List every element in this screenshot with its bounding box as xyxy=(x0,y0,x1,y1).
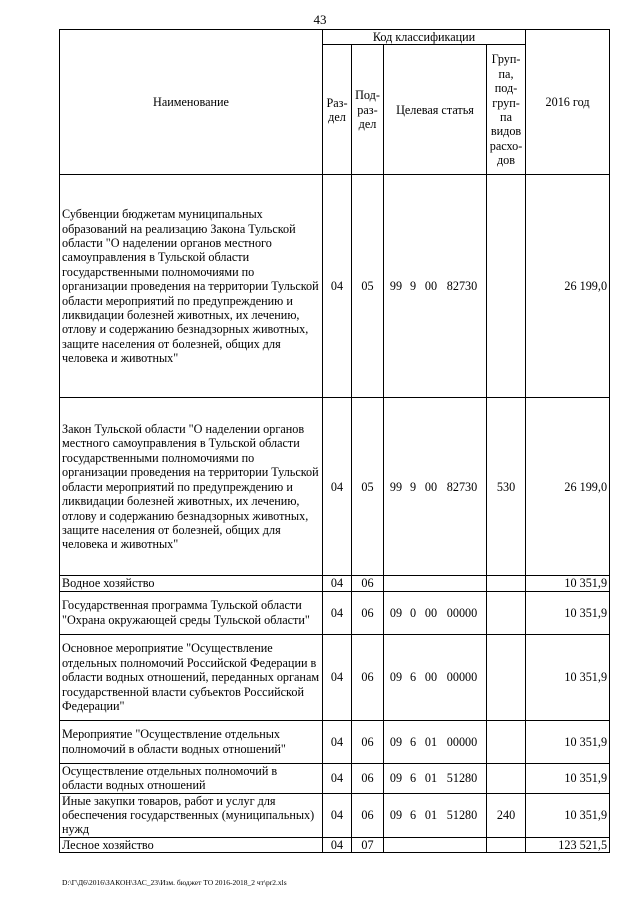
row-amount: 123 521,5 xyxy=(526,837,610,852)
target-article-part: 51280 xyxy=(446,808,478,823)
table-row xyxy=(60,837,610,852)
row-section: 04 xyxy=(323,793,352,837)
row-target-article xyxy=(384,175,487,398)
target-article-part: 6 xyxy=(409,771,417,786)
row-expense-group xyxy=(487,175,526,398)
table-row xyxy=(60,763,610,793)
row-amount: 10 351,9 xyxy=(526,720,610,763)
file-path-footer: D:\Г\Д6\2016\ЗАКОН\ЗАС_23\Изм. бюджет ТО 2016-2018_2 чт\pr2.xls xyxy=(62,878,287,887)
row-section: 04 xyxy=(323,591,352,634)
target-article-part: 0 xyxy=(409,605,417,620)
table-row xyxy=(60,576,610,591)
row-target-article xyxy=(384,793,487,837)
target-article-part: 09 xyxy=(389,734,403,749)
row-subsection: 06 xyxy=(352,576,384,591)
row-amount: 26 199,0 xyxy=(526,175,610,398)
target-article-part: 00000 xyxy=(446,670,478,685)
target-article-part: 9 xyxy=(409,479,417,494)
row-name: Лесное хозяйство xyxy=(60,837,323,852)
target-article-part: 00000 xyxy=(446,734,478,749)
row-amount: 10 351,9 xyxy=(526,576,610,591)
header-subsection: Под- раз- дел xyxy=(352,45,384,175)
row-expense-group: 530 xyxy=(487,398,526,576)
row-name: Осуществление отдельных полномочий в области водных отношений xyxy=(60,763,323,793)
row-target-article xyxy=(384,720,487,763)
row-target-article xyxy=(384,576,487,591)
target-article-part: 82730 xyxy=(446,279,478,294)
target-article-part: 6 xyxy=(409,808,417,823)
row-target-article xyxy=(384,837,487,852)
row-target-article xyxy=(384,591,487,634)
table-row xyxy=(60,175,610,398)
target-article-part: 99 xyxy=(389,479,403,494)
row-expense-group xyxy=(487,591,526,634)
target-article-part: 99 xyxy=(389,279,403,294)
table-row xyxy=(60,591,610,634)
target-article-part: 09 xyxy=(389,771,403,786)
header-expense-group: Груп- па, под- груп- па видов расхо- дов xyxy=(487,45,526,175)
row-target-article xyxy=(384,763,487,793)
table-row xyxy=(60,720,610,763)
row-expense-group xyxy=(487,576,526,591)
target-article-part: 6 xyxy=(409,670,417,685)
row-subsection: 05 xyxy=(352,175,384,398)
row-amount: 10 351,9 xyxy=(526,793,610,837)
target-article-part: 09 xyxy=(389,605,403,620)
target-article-part: 00 xyxy=(424,670,438,685)
header-target-article: Целевая статья xyxy=(384,45,487,175)
row-amount: 10 351,9 xyxy=(526,763,610,793)
row-section: 04 xyxy=(323,398,352,576)
row-amount: 10 351,9 xyxy=(526,634,610,720)
row-subsection: 06 xyxy=(352,793,384,837)
row-name: Водное хозяйство xyxy=(60,576,323,591)
row-name: Мероприятие "Осуществление отдельных полномочий в области водных отношений" xyxy=(60,720,323,763)
table-row xyxy=(60,398,610,576)
row-expense-group xyxy=(487,837,526,852)
row-name: Иные закупки товаров, работ и услуг для обеспечения государственных (муниципальных) нужд xyxy=(60,793,323,837)
budget-table xyxy=(59,29,610,853)
target-article-part: 82730 xyxy=(446,479,478,494)
target-article-part: 9 xyxy=(409,279,417,294)
header-section: Раз- дел xyxy=(323,45,352,175)
row-subsection: 06 xyxy=(352,634,384,720)
row-subsection: 07 xyxy=(352,837,384,852)
target-article-part: 51280 xyxy=(446,771,478,786)
target-article-part: 00 xyxy=(424,479,438,494)
header-classification: Код классификации xyxy=(323,30,526,45)
target-article-part: 09 xyxy=(389,670,403,685)
table-row xyxy=(60,634,610,720)
row-name: Закон Тульской области "О наделении органов местного самоуправления в Тульской области государственными полномочиями по организации проведения на территории Тульской области мероприятий по предупреждению и ликвидации болезней животных, их лечению, отлову и содержанию безнадзорных животных, защите населения от болезней, общих для человека и животных" xyxy=(60,398,323,576)
target-article-part: 01 xyxy=(424,771,438,786)
row-section: 04 xyxy=(323,720,352,763)
row-subsection: 06 xyxy=(352,720,384,763)
target-article-part: 6 xyxy=(409,734,417,749)
header-name: Наименование xyxy=(60,30,323,175)
header-row-top xyxy=(60,30,610,45)
row-section: 04 xyxy=(323,837,352,852)
target-article-part: 00000 xyxy=(446,605,478,620)
row-section: 04 xyxy=(323,175,352,398)
row-expense-group: 240 xyxy=(487,793,526,837)
target-article-part: 01 xyxy=(424,734,438,749)
row-amount: 26 199,0 xyxy=(526,398,610,576)
row-section: 04 xyxy=(323,763,352,793)
target-article-part: 00 xyxy=(424,279,438,294)
row-target-article xyxy=(384,634,487,720)
header-year: 2016 год xyxy=(526,30,610,175)
target-article-part: 00 xyxy=(424,605,438,620)
row-amount: 10 351,9 xyxy=(526,591,610,634)
row-section: 04 xyxy=(323,576,352,591)
page-number: 43 xyxy=(313,12,327,27)
target-article-part: 01 xyxy=(424,808,438,823)
row-section: 04 xyxy=(323,634,352,720)
row-target-article xyxy=(384,398,487,576)
row-expense-group xyxy=(487,720,526,763)
row-name: Субвенции бюджетам муниципальных образований на реализацию Закона Тульской области "О наделении органов местного самоуправления в Тульской области государственными полномочиями по организации проведения на территории Тульской области мероприятий по предупреждению и ликвидации болезней животных, их лечению, отлову и содержанию безнадзорных животных, защите населения от болезней, общих для человека и животных" xyxy=(60,175,323,398)
table-row xyxy=(60,793,610,837)
row-expense-group xyxy=(487,763,526,793)
row-expense-group xyxy=(487,634,526,720)
row-subsection: 06 xyxy=(352,763,384,793)
row-subsection: 06 xyxy=(352,591,384,634)
row-name: Государственная программа Тульской области "Охрана окружающей среды Тульской области" xyxy=(60,591,323,634)
target-article-part: 09 xyxy=(389,808,403,823)
row-subsection: 05 xyxy=(352,398,384,576)
row-name: Основное мероприятие "Осуществление отдельных полномочий Российской Федерации в области водных отношений, переданных органам государственной власти субъектов Российской Федерации" xyxy=(60,634,323,720)
